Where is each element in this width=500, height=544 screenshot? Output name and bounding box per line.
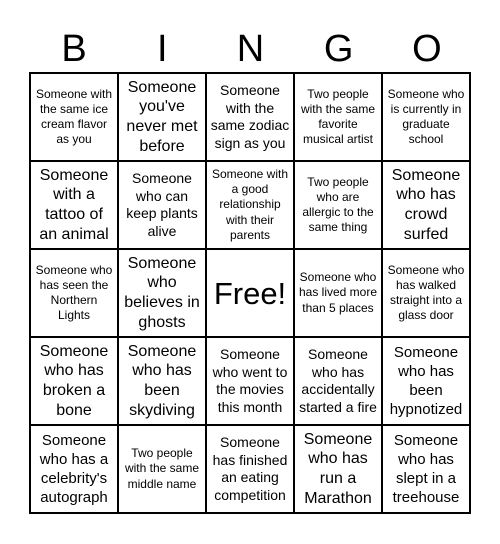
bingo-cell-text: Someone who has crowd surfed	[391, 166, 461, 243]
bingo-cell-text: Two people with the same favorite musical artist	[300, 86, 376, 147]
bingo-cell-text: Someone who believes in ghosts	[124, 254, 200, 331]
bingo-cell-text: Someone who has been hypnotized	[389, 343, 463, 419]
bingo-cell-text: Someone who has accidentally started a fire	[299, 346, 377, 415]
bingo-cell-r3-c2[interactable]	[118, 249, 206, 337]
bingo-cell-text: Someone with the same ice cream flavor as you	[35, 86, 113, 147]
bingo-cell-text: Someone who has lived more than 5 places	[298, 270, 378, 315]
bingo-header	[30, 26, 471, 72]
bingo-cell-r4-c2[interactable]	[118, 337, 206, 425]
bingo-cell-r3-c1[interactable]	[30, 249, 118, 337]
bingo-cell-text: Someone who has been skydiving	[127, 342, 197, 419]
bingo-cell-text: Someone who has a celebrity's autograph	[39, 431, 109, 507]
bingo-board	[29, 72, 471, 514]
bingo-cell-r2-c4[interactable]	[294, 161, 382, 249]
bingo-cell-r2-c1[interactable]	[30, 161, 118, 249]
bingo-cell-r4-c5[interactable]	[382, 337, 470, 425]
bingo-cell-r2-c2[interactable]	[118, 161, 206, 249]
bingo-cell-r4-c4[interactable]	[294, 337, 382, 425]
bingo-cell-text: Someone who has broken a bone	[39, 342, 109, 419]
bingo-cell-r5-c2[interactable]	[118, 425, 206, 513]
bingo-cell-text: Someone has finished an eating competition	[212, 434, 288, 503]
header-letter-b: B	[61, 28, 87, 70]
bingo-cell-r3-c4[interactable]	[294, 249, 382, 337]
header-letter-i: I	[157, 28, 168, 70]
bingo-cell-text: Someone with the same zodiac sign as you	[210, 82, 290, 151]
header-letter-o: O	[412, 28, 442, 70]
bingo-cell-r4-c3[interactable]	[206, 337, 294, 425]
bingo-cell-r1-c2[interactable]	[118, 73, 206, 161]
bingo-cell-text: Someone with a tattoo of an animal	[39, 166, 109, 243]
bingo-cell-r2-c5[interactable]	[382, 161, 470, 249]
bingo-cell-text: Someone who can keep plants alive	[126, 170, 198, 239]
bingo-cell-r5-c1[interactable]	[30, 425, 118, 513]
bingo-cell-r5-c5[interactable]	[382, 425, 470, 513]
bingo-cell-r1-c3[interactable]	[206, 73, 294, 161]
header-letter-n: N	[236, 28, 265, 70]
bingo-cell-text: Someone who has walked straight into a glass door	[387, 262, 465, 323]
free-space-label: Free!	[213, 275, 287, 311]
bingo-cell-r4-c1[interactable]	[30, 337, 118, 425]
bingo-cell-r1-c4[interactable]	[294, 73, 382, 161]
bingo-cell-text: Two people with the same middle name	[124, 446, 200, 491]
bingo-cell-r3-c5[interactable]	[382, 249, 470, 337]
bingo-cell-r1-c5[interactable]	[382, 73, 470, 161]
bingo-cell-text: Someone who has slept in a treehouse	[392, 431, 460, 507]
bingo-cell-text: Someone with a good relationship with their parents	[211, 166, 289, 242]
header-letter-g: G	[323, 28, 354, 70]
bingo-cell-text: Someone who has seen the Northern Lights	[35, 262, 113, 323]
bingo-cell-r2-c3[interactable]	[206, 161, 294, 249]
bingo-cell-text: Someone who went to the movies this month	[212, 346, 288, 415]
bingo-cell-text: Someone you've never met before	[126, 78, 198, 155]
bingo-cell-text: Someone who is currently in graduate school	[387, 86, 465, 147]
bingo-cell-text: Two people who are allergic to the same thing	[302, 174, 374, 235]
bingo-cell-text: Someone who has run a Marathon	[303, 430, 373, 507]
free-space-cell[interactable]	[206, 249, 294, 337]
bingo-cell-r5-c4[interactable]	[294, 425, 382, 513]
bingo-cell-r1-c1[interactable]	[30, 73, 118, 161]
bingo-cell-r5-c3[interactable]	[206, 425, 294, 513]
